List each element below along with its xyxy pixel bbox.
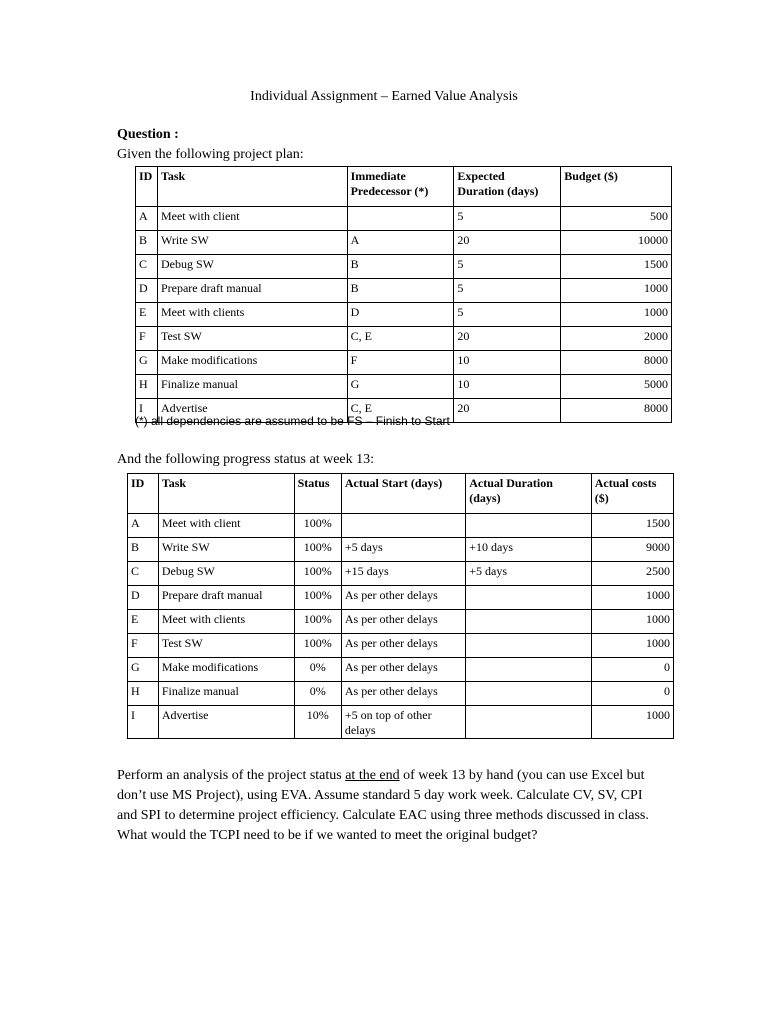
cell-duration: 5: [454, 279, 561, 303]
cell-actual-cost: 0: [591, 682, 673, 706]
cell-id: G: [136, 351, 158, 375]
cell-predecessor: F: [347, 351, 454, 375]
cell-actual-cost: 1000: [591, 610, 673, 634]
cell-actual-cost: 1500: [591, 514, 673, 538]
cell-actual-duration: +10 days: [466, 538, 591, 562]
cell-predecessor: G: [347, 375, 454, 399]
header-task: Task: [158, 474, 294, 514]
header-id: ID: [136, 167, 158, 207]
cell-actual-start: [341, 514, 465, 538]
table-row: [128, 658, 674, 682]
document-title: Individual Assignment – Earned Value Analysis: [250, 89, 518, 104]
cell-duration: 5: [454, 303, 561, 327]
cell-duration: 20: [454, 231, 561, 255]
cell-actual-start: +5 on top of other delays: [341, 706, 465, 739]
header-actual-costs-line2: ($): [594, 491, 609, 505]
table-row: [136, 303, 672, 327]
cell-task: Prepare draft manual: [158, 586, 294, 610]
cell-duration: 5: [454, 255, 561, 279]
table-row: [136, 255, 672, 279]
table-row: [128, 634, 674, 658]
cell-actual-start: As per other delays: [341, 586, 465, 610]
cell-task: Advertise: [158, 706, 294, 739]
cell-task: Finalize manual: [157, 375, 347, 399]
cell-actual-start: As per other delays: [341, 658, 465, 682]
header-actual-start: Actual Start (days): [341, 474, 465, 514]
cell-actual-duration: [466, 706, 591, 739]
cell-status: 100%: [294, 634, 341, 658]
cell-predecessor: D: [347, 303, 454, 327]
cell-task: Debug SW: [158, 562, 294, 586]
cell-budget: 1000: [561, 303, 672, 327]
cell-actual-cost: 2500: [591, 562, 673, 586]
table-row: [136, 327, 672, 351]
header-actual-duration-line2: (days): [469, 491, 501, 505]
cell-id: E: [128, 610, 159, 634]
cell-actual-cost: 0: [591, 658, 673, 682]
cell-duration: 10: [454, 375, 561, 399]
cell-duration: 5: [454, 207, 561, 231]
question-label: Question :: [117, 127, 179, 142]
cell-id: I: [128, 706, 159, 739]
cell-id: B: [136, 231, 158, 255]
cell-id: F: [136, 327, 158, 351]
header-expected-duration: [454, 167, 561, 207]
table-row: [128, 562, 674, 586]
cell-budget: 8000: [561, 351, 672, 375]
given-text: Given the following project plan:: [117, 147, 304, 162]
cell-task: Debug SW: [157, 255, 347, 279]
cell-budget: 1000: [561, 279, 672, 303]
cell-task: Make modifications: [158, 658, 294, 682]
instructions-part2: of week 13 by hand (you can use Excel but don’t use MS Project), using EVA. Assume standard 5 day work week. Calculate CV, SV, CPI and SPI to determine project efficiency. Calculate EAC using three methods discussed in class. What would the TCPI need to be if we wanted to meet the original budget?: [117, 768, 649, 843]
cell-status: 0%: [294, 682, 341, 706]
cell-id: D: [128, 586, 159, 610]
cell-actual-cost: 1000: [591, 706, 673, 739]
header-actual-duration-line1: Actual Duration: [469, 476, 553, 490]
cell-predecessor: C, E: [347, 327, 454, 351]
cell-task: Meet with client: [158, 514, 294, 538]
cell-actual-cost: 1000: [591, 586, 673, 610]
header-duration-line2: Duration (days): [457, 184, 539, 198]
progress-intro: And the following progress status at week 13:: [117, 452, 375, 467]
table-row: [136, 231, 672, 255]
cell-task: Test SW: [157, 327, 347, 351]
table-row: [136, 351, 672, 375]
cell-id: E: [136, 303, 158, 327]
cell-actual-cost: 9000: [591, 538, 673, 562]
table-row: [136, 207, 672, 231]
cell-task: Write SW: [157, 231, 347, 255]
progress-status-table: [127, 473, 674, 739]
table-row: [128, 682, 674, 706]
cell-actual-duration: [466, 658, 591, 682]
cell-status: 100%: [294, 538, 341, 562]
cell-status: 100%: [294, 562, 341, 586]
table-row: [128, 610, 674, 634]
table-row: [128, 538, 674, 562]
cell-id: C: [128, 562, 159, 586]
header-actual-costs: [591, 474, 673, 514]
header-predecessor: [347, 167, 454, 207]
header-predecessor-line2: Predecessor (*): [350, 184, 429, 198]
project-plan-table: [135, 166, 672, 423]
cell-task: Advertise: [157, 399, 347, 423]
cell-id: D: [136, 279, 158, 303]
cell-predecessor: [347, 207, 454, 231]
cell-predecessor: B: [347, 255, 454, 279]
cell-id: H: [136, 375, 158, 399]
cell-task: Meet with client: [157, 207, 347, 231]
cell-predecessor: A: [347, 231, 454, 255]
cell-actual-start: As per other delays: [341, 682, 465, 706]
cell-status: 100%: [294, 586, 341, 610]
cell-id: F: [128, 634, 159, 658]
header-actual-duration: [466, 474, 591, 514]
header-id: ID: [128, 474, 159, 514]
cell-budget: 8000: [561, 399, 672, 423]
cell-id: G: [128, 658, 159, 682]
cell-task: Write SW: [158, 538, 294, 562]
cell-duration: 10: [454, 351, 561, 375]
cell-budget: 5000: [561, 375, 672, 399]
instructions-underlined: at the end: [345, 768, 400, 783]
table-row: [128, 706, 674, 739]
cell-actual-duration: +5 days: [466, 562, 591, 586]
cell-status: 10%: [294, 706, 341, 739]
cell-actual-start: As per other delays: [341, 610, 465, 634]
instructions-paragraph: [117, 766, 657, 846]
table-header-row: [128, 474, 674, 514]
cell-actual-duration: [466, 682, 591, 706]
table-row: [128, 586, 674, 610]
cell-status: 100%: [294, 514, 341, 538]
cell-duration: 20: [454, 327, 561, 351]
cell-budget: 10000: [561, 231, 672, 255]
table-row: [128, 514, 674, 538]
cell-actual-duration: [466, 634, 591, 658]
cell-id: A: [136, 207, 158, 231]
cell-predecessor: B: [347, 279, 454, 303]
header-budget: Budget ($): [561, 167, 672, 207]
footnote: (*) all dependencies are assumed to be FS – Finish to Start: [135, 414, 450, 428]
cell-status: 100%: [294, 610, 341, 634]
header-status: Status: [294, 474, 341, 514]
cell-id: A: [128, 514, 159, 538]
cell-budget: 1500: [561, 255, 672, 279]
table-header-row: [136, 167, 672, 207]
cell-task: Finalize manual: [158, 682, 294, 706]
cell-id: B: [128, 538, 159, 562]
table-row: [136, 279, 672, 303]
cell-task: Test SW: [158, 634, 294, 658]
table-row: [136, 375, 672, 399]
cell-actual-duration: [466, 586, 591, 610]
header-task: Task: [157, 167, 347, 207]
cell-status: 0%: [294, 658, 341, 682]
cell-id: I: [136, 399, 158, 423]
cell-duration: 20: [454, 399, 561, 423]
cell-budget: 2000: [561, 327, 672, 351]
header-actual-costs-line1: Actual costs: [594, 476, 657, 490]
instructions-part1: Perform an analysis of the project status: [117, 768, 346, 783]
cell-actual-duration: [466, 610, 591, 634]
cell-task: Meet with clients: [158, 610, 294, 634]
cell-actual-duration: [466, 514, 591, 538]
cell-task: Make modifications: [157, 351, 347, 375]
cell-actual-start: As per other delays: [341, 634, 465, 658]
cell-actual-cost: 1000: [591, 634, 673, 658]
header-duration-line1: Expected: [457, 169, 505, 183]
cell-predecessor: C, E: [347, 399, 454, 423]
cell-task: Prepare draft manual: [157, 279, 347, 303]
cell-budget: 500: [561, 207, 672, 231]
cell-id: C: [136, 255, 158, 279]
header-predecessor-line1: Immediate: [350, 169, 406, 183]
cell-actual-start: +5 days: [341, 538, 465, 562]
cell-id: H: [128, 682, 159, 706]
cell-task: Meet with clients: [157, 303, 347, 327]
cell-actual-start: +15 days: [341, 562, 465, 586]
